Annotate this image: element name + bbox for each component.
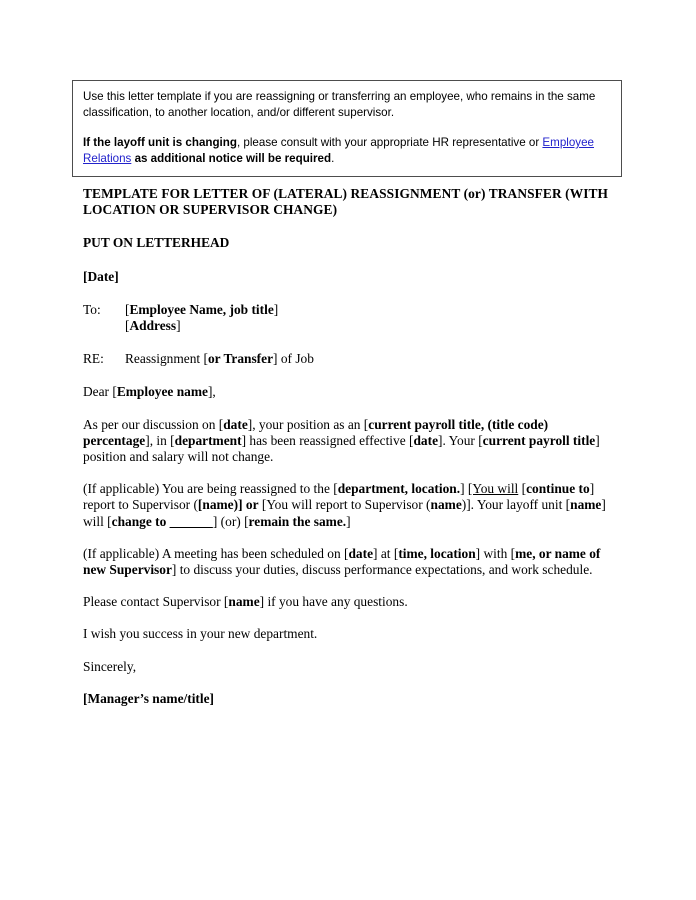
p3-time-location-placeholder: time, location — [398, 545, 476, 561]
p2-t1: (If applicable) You are being reassigned to the [ — [83, 481, 338, 497]
p1-current-title-placeholder: current payroll title — [482, 432, 596, 448]
letterhead-note: PUT ON LETTERHEAD — [83, 235, 230, 251]
subject-text-before: Reassignment [ — [125, 351, 208, 367]
subject-text-after: ] of Job — [273, 351, 314, 367]
recipient-address-value — [125, 318, 614, 334]
notice-paragraph-1-text: Use this letter template if you are reassigning or transferring an employee, who remains in the same classification, to another location, and/or different supervisor. — [83, 90, 596, 119]
p3-supervisor-placeholder: me, or name of new Supervisor — [83, 545, 601, 578]
p1-t3: ], in [ — [145, 432, 175, 448]
p4-t2: ] if you have any questions. — [259, 594, 408, 610]
to-label: To: — [83, 301, 101, 317]
document-title: TEMPLATE FOR LETTER OF (LATERAL) REASSIGNMENT (or) TRANSFER (WITH LOCATION OR SUPERVISOR CHANGE) — [83, 186, 609, 218]
p2-t7: ] will [ — [83, 497, 606, 529]
body-paragraph-1 — [83, 417, 614, 466]
p2-or-conjunction: or — [242, 497, 259, 513]
p2-supervisor-name-placeholder: [name)] — [197, 497, 243, 513]
subject-bold-option: or Transfer — [207, 351, 274, 367]
p1-date-placeholder: date — [223, 416, 248, 432]
p2-t5: [You will report to Supervisor ( — [258, 497, 431, 513]
subject-row — [83, 351, 614, 367]
p1-payroll-title-placeholder: current payroll title, (title code) percentage — [83, 416, 549, 448]
p2-department-location-placeholder: department, location. — [337, 481, 461, 497]
bracket-open: [ — [125, 318, 130, 334]
closing-line: Sincerely, — [83, 658, 137, 674]
p4-supervisor-name-placeholder: name — [228, 594, 260, 610]
p3-meeting-date-placeholder: date — [348, 545, 374, 561]
p1-t1: As per our discussion on [ — [83, 416, 224, 432]
p2-t6: )]. Your layoff unit [ — [461, 497, 571, 513]
notice-end-period: . — [331, 151, 335, 165]
salutation-after: ], — [207, 384, 216, 400]
p1-t2: ], your position as an [ — [247, 416, 369, 432]
date-placeholder: [Date] — [83, 268, 119, 284]
p2-fill-in-blank[interactable]: ______ — [169, 513, 213, 529]
instruction-notice-box — [72, 80, 622, 177]
signature-block: [Manager’s name/title] — [83, 690, 215, 706]
p2-t3: [ — [518, 481, 527, 497]
notice-bold-tail: as additional notice will be required — [131, 151, 332, 165]
p1-t4: ] has been reassigned effective [ — [241, 432, 414, 448]
notice-paragraph-2 — [83, 135, 611, 166]
p2-layoff-unit-placeholder: name — [570, 497, 602, 513]
body-paragraph-2 — [83, 481, 614, 530]
notice-paragraph-1 — [83, 89, 611, 120]
bracket-close: ] — [176, 318, 181, 334]
recipient-address-placeholder: Address — [129, 318, 177, 334]
p4-t1: Please contact Supervisor [ — [83, 594, 229, 610]
re-label: RE: — [83, 351, 104, 367]
p2-change-to-option: change to — [111, 513, 167, 529]
body-paragraph-4 — [83, 594, 614, 610]
p1-t5: ]. Your [ — [438, 432, 483, 448]
p2-alt-supervisor-placeholder: name — [430, 497, 462, 513]
notice-bold-lead: If the layoff unit is changing — [83, 136, 237, 150]
p1-department-placeholder: department — [174, 432, 242, 448]
subject-value — [125, 351, 614, 367]
notice-middle-text: , please consult with your appropriate HR representative or — [236, 136, 543, 150]
p3-t3: ] with [ — [475, 545, 516, 561]
salutation-before: Dear [ — [83, 384, 117, 400]
recipient-name-placeholder: Employee Name, job title — [129, 301, 274, 317]
salutation-placeholder: Employee name — [116, 384, 208, 400]
p1-effective-date-placeholder: date — [413, 432, 439, 448]
p2-remain-same-option: remain the same. — [248, 513, 347, 529]
p3-t2: ] at [ — [373, 545, 399, 561]
recipient-name-value — [125, 302, 614, 318]
body-paragraph-3 — [83, 546, 614, 578]
bracket-open: [ — [125, 301, 130, 317]
p2-underlined-you-will: [You will — [467, 481, 519, 497]
p1-t6: ] position and salary will not change. — [83, 432, 600, 465]
recipient-address-row — [83, 318, 614, 334]
p2-t8: ] (or) [ — [212, 513, 249, 529]
p2-t9: ] — [346, 513, 351, 529]
bracket-close: ] — [273, 301, 279, 317]
p2-t2: ] — [460, 481, 468, 497]
recipient-name-row — [83, 302, 614, 318]
employee-relations-link[interactable]: Employee Relations — [83, 136, 594, 165]
salutation — [83, 384, 614, 400]
recipient-block — [83, 302, 614, 334]
body-paragraph-5: I wish you success in your new department. — [83, 626, 318, 642]
p3-t4: ] to discuss your duties, discuss performance expectations, and work schedule. — [171, 562, 593, 578]
letter-body — [83, 186, 614, 707]
p3-t1: (If applicable) A meeting has been scheduled on [ — [83, 545, 349, 561]
p2-t4: ] report to Supervisor ( — [83, 481, 595, 513]
p2-continue-to-option: continue to — [526, 481, 590, 497]
